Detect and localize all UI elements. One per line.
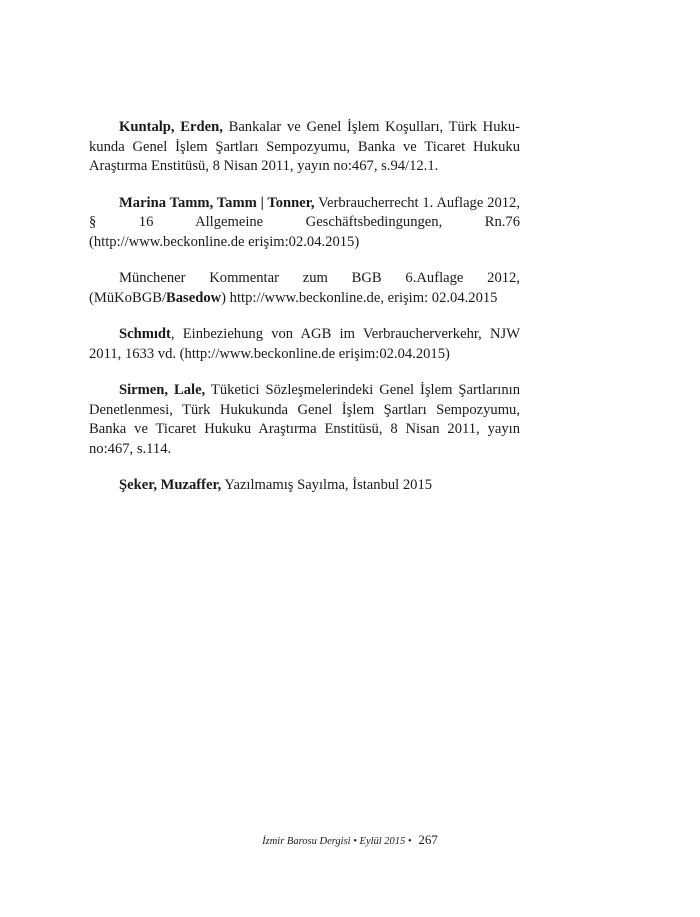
bibliography-entry [89,118,520,177]
entry-author: Schmıdt [119,326,171,342]
bibliography-entry [89,325,520,364]
entry-author: Sirmen, Lale, [119,382,206,398]
entry-author: Basedow [166,289,222,306]
page-number: 267 [418,832,438,847]
bibliography-entry [89,194,520,253]
entry-text: Tüketici Sözleşmelerindeki Genel İşlem Şartlarının Denetlenmesi, Türk Hukukunda Genel İşlem Şartları Sempozyumu, Banka ve Ticaret Hukuku Araştırma Enstitüsü, 8 Nisan 2011, yayın no:467, s.114. [89,382,520,457]
page-footer [0,832,700,848]
bibliography-list [89,118,520,513]
entry-text: ) http://www.beckonline.de, erişim: 02.04.2015 [221,289,498,306]
bibliography-entry [89,269,520,308]
entry-text: , Einbeziehung von AGB im Verbraucherverkehr, NJW 2011, 1633 vd. (http://www.beckonline.de erişim:02.04.2015) [89,326,520,362]
bibliography-entry [89,476,520,496]
entry-text: Verbraucherrecht 1. Auflage 2012, § 16 Allgemeine Geschäftsbedingungen, Rn.76 (http://www.beckonline.de erişim:02.04.2015) [89,194,520,250]
entry-author: Marina Tamm, Tamm | Tonner, [119,194,315,211]
entry-text: Yazılmamış Sayılma, İstanbul 2015 [221,477,433,493]
journal-name: İzmir Barosu Dergisi • Eylül 2015 • [262,836,412,847]
entry-author: Kuntalp, Erden, [119,119,223,135]
entry-text: Bankalar ve Genel İşlem Koşulları, Türk Hukukunda Genel İşlem Şartları Sempozyumu, Banka ve Ticaret Hukuku Araştırma Enstitüsü, 8 Nisan 2011, yayın no:467, s.94/12.1. [89,119,520,174]
entry-text-pre: Münchener Kommentar zum BGB 6.Auflage 2012, (MüKoBGB/ [89,270,520,306]
bibliography-entry [89,381,520,459]
entry-author: Şeker, Muzaffer, [119,477,222,493]
